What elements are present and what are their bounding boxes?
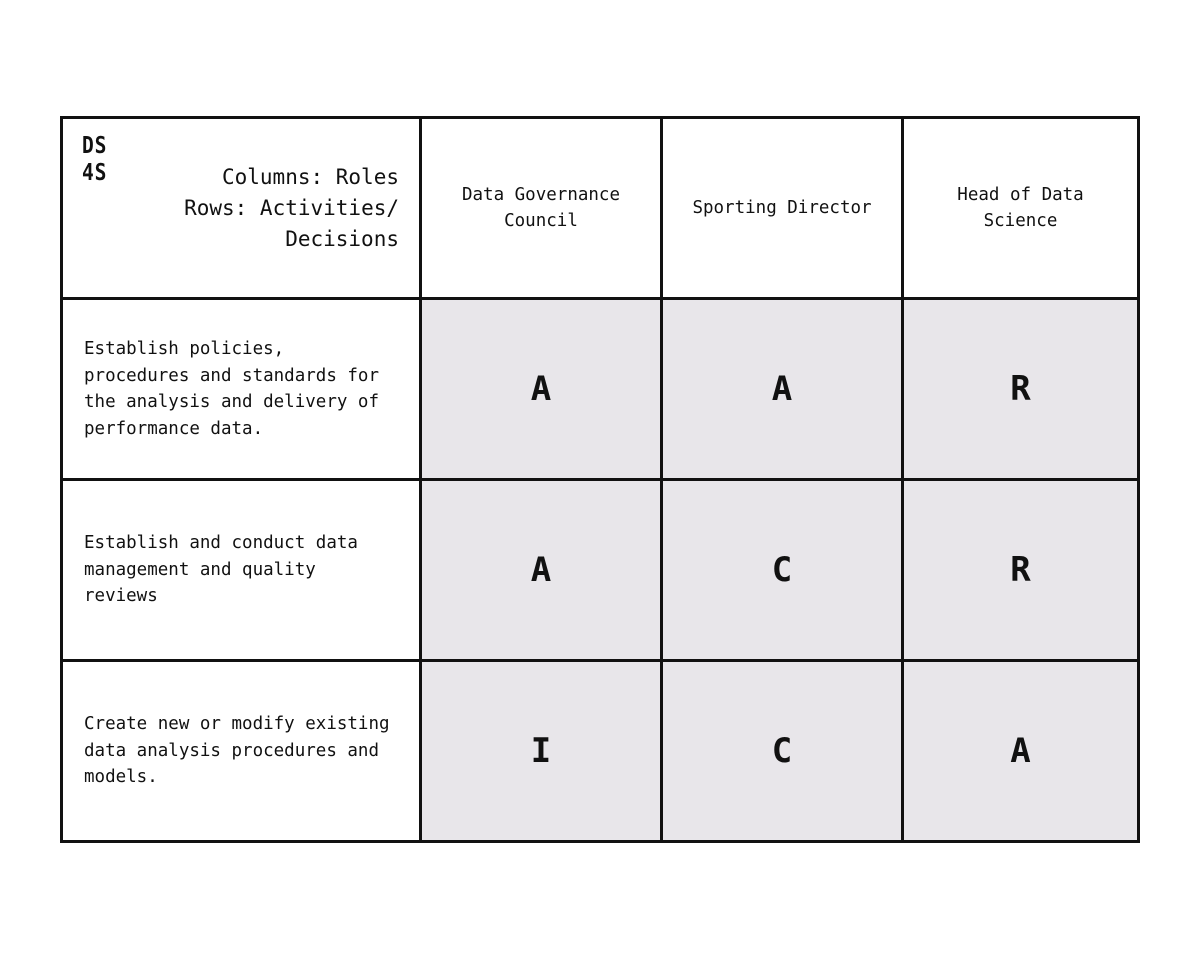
raci-value: A <box>530 550 552 590</box>
raci-value: A <box>530 369 552 409</box>
matrix-corner-cell <box>63 119 422 300</box>
raci-cell <box>422 300 663 481</box>
role-label: Head of Data Science <box>957 185 1084 231</box>
raci-cell <box>422 481 663 662</box>
rows-legend-continued: Decisions <box>285 227 399 251</box>
activity-row-1-label <box>63 300 422 481</box>
raci-cell <box>904 300 1137 481</box>
ds4s-logo <box>82 133 107 187</box>
logo-line-1: DS <box>82 133 108 159</box>
rows-legend: Rows: Activities/ <box>184 196 399 220</box>
raci-cell <box>422 662 663 840</box>
raci-cell <box>663 481 904 662</box>
raci-value: A <box>1010 731 1031 771</box>
logo-line-2: 4S <box>82 160 108 186</box>
raci-value: A <box>771 369 793 409</box>
role-label: Sporting Director <box>692 198 872 218</box>
activity-row-3-label <box>63 662 422 840</box>
activity-row-2-label <box>63 481 422 662</box>
raci-cell <box>904 662 1137 840</box>
raci-value: R <box>1010 550 1031 590</box>
activity-label: Establish policies, procedures and standards for the analysis and delivery of performance data. <box>84 339 380 439</box>
raci-matrix <box>60 116 1140 843</box>
role-header-head-of-data-science <box>904 119 1137 300</box>
raci-value: C <box>771 550 793 590</box>
raci-value: C <box>771 731 793 771</box>
role-label: Data Governance Council <box>461 185 621 231</box>
role-header-sporting-director <box>663 119 904 300</box>
axis-legend <box>139 162 399 255</box>
columns-legend: Columns: Roles <box>221 165 399 189</box>
raci-value: I <box>530 731 552 771</box>
raci-cell <box>904 481 1137 662</box>
activity-label: Establish and conduct data management and quality reviews <box>84 533 358 607</box>
activity-label: Create new or modify existing data analysis procedures and models. <box>84 714 390 788</box>
raci-cell <box>663 662 904 840</box>
raci-cell <box>663 300 904 481</box>
raci-value: R <box>1010 369 1031 409</box>
role-header-data-governance-council <box>422 119 663 300</box>
